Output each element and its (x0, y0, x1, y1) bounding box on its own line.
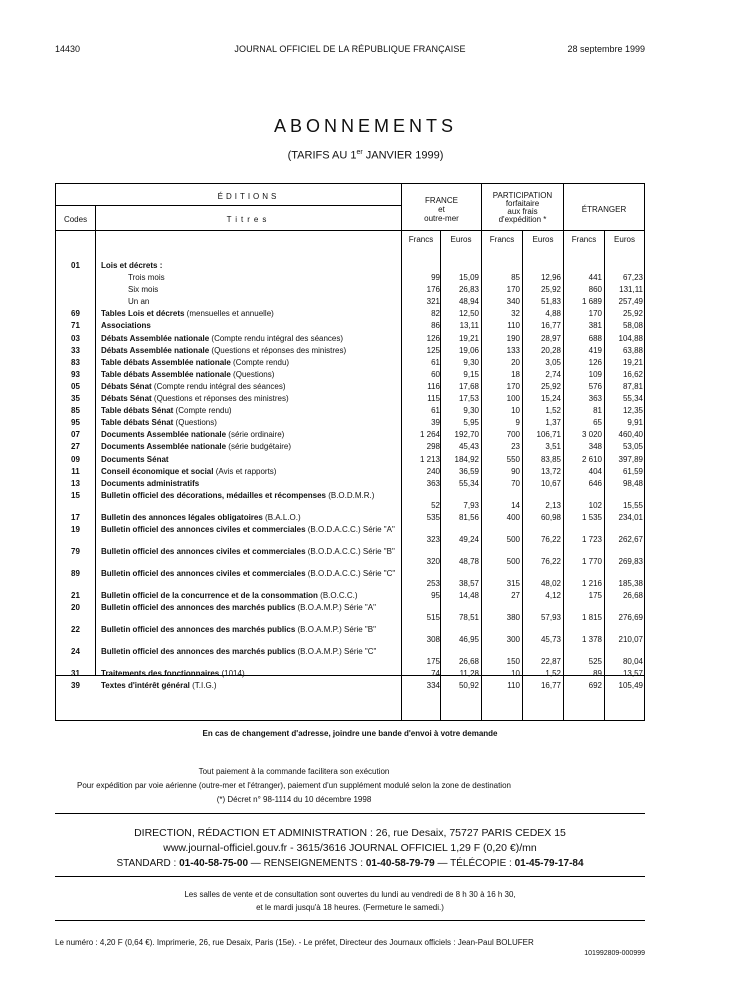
price-cell: 1 770 (581, 556, 602, 566)
imprint (55, 938, 645, 957)
table-row (56, 429, 644, 441)
edition-title: Traitements des fonctionnaires (1014) (101, 668, 245, 678)
edition-title: Bulletin des annonces légales obligatoires (B.A.L.O.) (101, 512, 301, 522)
price-cell: 80,04 (622, 656, 643, 666)
price-cell: 1 264 (419, 430, 440, 440)
edition-title: Bulletin officiel des annonces civiles et commerciales (B.O.D.A.C.C.) Série "A" (101, 524, 395, 534)
price-cell: 1 689 (581, 297, 602, 307)
direction-address: DIRECTION, RÉDACTION ET ADMINISTRATION : 26, rue Desaix, 75727 PARIS CEDEX 15 (134, 827, 566, 839)
edition-title: Table débats Sénat (Questions) (101, 418, 217, 428)
edition-code: 05 (71, 381, 80, 391)
edition-title: Trois mois (128, 273, 165, 283)
price-cell: 11,28 (459, 668, 479, 678)
table-row (56, 454, 644, 466)
table-row (56, 308, 644, 320)
price-cell: 253 (426, 578, 440, 588)
price-cell: 1 723 (581, 534, 602, 544)
price-cell: 1 815 (581, 612, 602, 622)
edition-code: 39 (71, 681, 80, 691)
edition-title: Documents Assemblée nationale (série budgétaire) (101, 442, 291, 452)
edition-code: 13 (71, 478, 80, 488)
editions-header: ÉDITIONS (217, 192, 280, 201)
edition-code: 35 (71, 394, 80, 404)
price-cell: 576 (588, 381, 602, 391)
price-cell: 89 (593, 668, 602, 678)
price-cell: 16,77 (540, 681, 561, 691)
edition-code: 27 (71, 442, 80, 452)
price-cell: 32 (511, 309, 520, 319)
price-cell: 17,53 (458, 394, 479, 404)
price-cell: 4,12 (545, 590, 561, 600)
table-row (56, 333, 644, 345)
edition-code: 09 (71, 454, 80, 464)
price-cell: 9,15 (463, 369, 479, 379)
price-cell: 10 (511, 668, 520, 678)
france-header: FRANCE et outre-mer (424, 196, 459, 223)
price-cell: 22,87 (540, 656, 561, 666)
price-cell: 2 610 (581, 454, 602, 464)
edition-code: 03 (71, 333, 80, 343)
table-row (56, 260, 644, 272)
edition-title: Table débats Sénat (Compte rendu) (101, 406, 232, 416)
price-cell: 1 378 (581, 634, 602, 644)
price-cell: 15,09 (458, 273, 479, 283)
price-cell: 55,34 (622, 394, 643, 404)
price-cell: 185,38 (618, 578, 643, 588)
price-cell: 26,83 (458, 285, 479, 295)
unit-france-euros: Euros (450, 235, 472, 244)
divider (55, 876, 645, 877)
price-cell: 150 (506, 656, 520, 666)
edition-title: Table débats Assemblée nationale (Questions) (101, 369, 275, 379)
price-cell: 49,24 (458, 534, 479, 544)
price-cell: 83,85 (540, 454, 561, 464)
price-cell: 10,67 (540, 478, 561, 488)
price-cell: 102 (588, 500, 602, 510)
price-cell: 14 (511, 500, 520, 510)
price-cell: 500 (506, 556, 520, 566)
price-cell: 381 (588, 321, 602, 331)
edition-code: 33 (71, 345, 80, 355)
price-cell: 99 (431, 273, 440, 283)
edition-code: 95 (71, 418, 80, 428)
price-cell: 26,68 (458, 656, 479, 666)
price-cell: 500 (506, 534, 520, 544)
price-cell: 234,01 (618, 512, 643, 522)
price-cell: 334 (426, 681, 440, 691)
reference-number: 101992809-000999 (584, 950, 645, 957)
price-cell: 126 (426, 333, 440, 343)
divider (55, 813, 645, 814)
price-cell: 9,30 (463, 357, 479, 367)
price-cell: 76,22 (540, 556, 561, 566)
edition-code: 79 (71, 546, 80, 556)
table-row (56, 680, 644, 692)
price-cell: 85 (511, 273, 520, 283)
price-cell: 98,48 (622, 478, 643, 488)
codes-header: Codes (63, 215, 88, 224)
price-cell: 550 (506, 454, 520, 464)
price-cell: 262,67 (618, 534, 643, 544)
price-cell: 60 (431, 369, 440, 379)
edition-title: Débats Sénat (Compte rendu intégral des séances) (101, 381, 286, 391)
price-cell: 276,69 (618, 612, 643, 622)
edition-code: 21 (71, 590, 80, 600)
price-cell: 692 (588, 681, 602, 691)
table-row (56, 284, 644, 296)
price-cell: 170 (506, 381, 520, 391)
price-cell: 363 (426, 478, 440, 488)
payment-note-2: Pour expédition par voie aérienne (outre-mer et l'étranger), paiement d'un supplément modulé selon la zone de destination (77, 781, 511, 790)
price-cell: 57,93 (540, 612, 561, 622)
opening-hours: Les salles de vente et de consultation sont ouvertes du lundi au vendredi de 8 h 30 à 16 h 30, et le mardi jusqu'à 18 heures. (Fermeture le samedi.) (184, 890, 516, 912)
table-row (56, 668, 644, 680)
price-cell: 81 (593, 406, 602, 416)
price-cell: 9 (515, 418, 520, 428)
price-cell: 170 (506, 285, 520, 295)
price-cell: 52 (431, 500, 440, 510)
edition-code: 71 (71, 321, 80, 331)
edition-title: Bulletin officiel de la concurrence et de la consommation (B.O.C.C.) (101, 590, 358, 600)
price-cell: 19,21 (622, 357, 643, 367)
unit-etranger-euros: Euros (614, 235, 635, 244)
price-cell: 419 (588, 345, 602, 355)
table-row (56, 296, 644, 308)
price-cell: 190 (506, 333, 520, 343)
price-cell: 441 (588, 273, 602, 283)
price-cell: 95 (431, 590, 440, 600)
table-row (56, 602, 644, 624)
price-cell: 67,23 (622, 273, 643, 283)
price-cell: 269,83 (618, 556, 643, 566)
price-cell: 9,30 (463, 406, 479, 416)
price-cell: 27 (511, 590, 520, 600)
price-cell: 51,83 (540, 297, 561, 307)
price-cell: 308 (426, 634, 440, 644)
price-cell: 70 (511, 478, 520, 488)
price-cell: 340 (506, 297, 520, 307)
price-cell: 19,06 (458, 345, 479, 355)
price-cell: 1 535 (581, 512, 602, 522)
price-cell: 2,13 (545, 500, 561, 510)
price-cell: 298 (426, 442, 440, 452)
price-cell: 1,37 (545, 418, 561, 428)
price-cell: 28,97 (540, 333, 561, 343)
price-cell: 46,95 (458, 634, 479, 644)
price-cell: 404 (588, 466, 602, 476)
price-cell: 50,92 (458, 681, 479, 691)
price-cell: 860 (588, 285, 602, 295)
edition-title: Bulletin officiel des annonces civiles et commerciales (B.O.D.A.C.C.) Série "B" (101, 546, 395, 556)
price-cell: 1,52 (545, 668, 561, 678)
price-cell: 20 (511, 357, 520, 367)
price-cell: 25,92 (622, 309, 643, 319)
price-cell: 86 (431, 321, 440, 331)
edition-title: Bulletin officiel des annonces des marchés publics (B.O.A.M.P.) Série "A" (101, 602, 376, 612)
price-cell: 63,88 (622, 345, 643, 355)
price-cell: 210,07 (618, 634, 643, 644)
price-cell: 1 213 (419, 454, 440, 464)
edition-title: Six mois (128, 285, 159, 295)
edition-title: Bulletin officiel des décorations, médailles et récompenses (B.O.D.M.R.) (101, 490, 375, 500)
edition-code: 31 (71, 668, 80, 678)
edition-title: Débats Sénat (Questions et réponses des ministres) (101, 394, 289, 404)
table-row (56, 624, 644, 646)
payment-note-1: Tout paiement à la commande facilitera son exécution (198, 767, 390, 776)
price-cell: 13,11 (459, 321, 479, 331)
price-cell: 535 (426, 512, 440, 522)
price-cell: 45,43 (458, 442, 479, 452)
price-cell: 81,56 (458, 512, 479, 522)
price-cell: 321 (426, 297, 440, 307)
table-row (56, 490, 644, 512)
page-title: ABONNEMENTS (273, 116, 458, 136)
price-cell: 13,57 (622, 668, 643, 678)
issue-date: 28 septembre 1999 (567, 44, 645, 54)
price-cell: 10 (511, 406, 520, 416)
price-cell: 16,62 (622, 369, 643, 379)
price-cell: 3,05 (545, 357, 561, 367)
edition-code: 69 (71, 309, 80, 319)
edition-code: 17 (71, 512, 80, 522)
price-cell: 74 (431, 668, 440, 678)
price-cell: 18 (511, 369, 520, 379)
price-cell: 106,71 (536, 430, 561, 440)
edition-title: Bulletin officiel des annonces civiles et commerciales (B.O.D.A.C.C.) Série "C" (101, 568, 396, 578)
price-cell: 175 (426, 656, 440, 666)
price-cell: 19,21 (458, 333, 479, 343)
price-cell: 14,48 (458, 590, 479, 600)
edition-code: 93 (71, 369, 80, 379)
table-row (56, 417, 644, 429)
price-cell: 25,92 (540, 285, 561, 295)
etranger-header: ÉTRANGER (581, 205, 627, 214)
subscription-table (55, 183, 645, 738)
price-cell: 176 (426, 285, 440, 295)
table-row (56, 441, 644, 453)
edition-title: Documents administratifs (101, 478, 200, 488)
price-cell: 23 (511, 442, 520, 452)
edition-title: Débats Assemblée nationale (Compte rendu intégral des séances) (101, 333, 344, 343)
table-row (56, 393, 644, 405)
participation-header: PARTICIPATION forfaitaire aux frais d'expédition * (492, 191, 553, 224)
price-cell: 82 (431, 309, 440, 319)
price-cell: 397,89 (618, 454, 643, 464)
edition-code: 19 (71, 524, 80, 534)
price-cell: 16,77 (540, 321, 561, 331)
price-cell: 110 (507, 321, 520, 331)
edition-code: 01 (71, 261, 80, 270)
website-line: www.journal-officiel.gouv.fr - 3615/3616 JOURNAL OFFICIEL 1,29 F (0,20 €)/mn (163, 842, 537, 854)
price-cell: 300 (506, 634, 520, 644)
edition-code: 11 (71, 466, 80, 476)
edition-title: Associations (101, 321, 151, 331)
edition-code: 22 (71, 624, 80, 634)
price-cell: 646 (588, 478, 602, 488)
price-cell: 4,88 (545, 309, 561, 319)
price-cell: 15,24 (540, 394, 561, 404)
price-cell: 48,02 (540, 578, 561, 588)
edition-title: Bulletin officiel des annonces des marchés publics (B.O.A.M.P.) Série "B" (101, 624, 376, 634)
price-cell: 61,59 (622, 466, 643, 476)
edition-title: Tables Lois et décrets (mensuelles et annuelle) (101, 309, 274, 319)
price-cell: 126 (588, 357, 602, 367)
edition-code: 20 (71, 602, 80, 612)
price-cell: 192,70 (454, 430, 479, 440)
table-row (56, 478, 644, 490)
price-cell: 323 (426, 534, 440, 544)
table-row (56, 357, 644, 369)
edition-title: Un an (128, 297, 150, 307)
price-cell: 26,68 (622, 590, 643, 600)
price-cell: 131,11 (619, 285, 643, 295)
price-cell: 5,95 (463, 418, 479, 428)
address-change-notice: En cas de changement d'adresse, joindre une bande d'envoi à votre demande (202, 729, 498, 738)
unit-france-francs: Francs (408, 235, 434, 244)
price-cell: 60,98 (540, 512, 561, 522)
price-cell: 39 (431, 418, 440, 428)
divider (55, 920, 645, 921)
table-row (56, 381, 644, 393)
edition-title: Bulletin officiel des annonces des marchés publics (B.O.A.M.P.) Série "C" (101, 646, 377, 656)
price-cell: 61 (431, 406, 440, 416)
unit-etranger-francs: Francs (571, 235, 597, 244)
price-cell: 115 (427, 394, 440, 404)
table-row (56, 369, 644, 381)
price-cell: 348 (588, 442, 602, 452)
price-cell: 45,73 (540, 634, 561, 644)
edition-code: 24 (71, 646, 80, 656)
price-cell: 116 (427, 381, 440, 391)
price-cell: 12,96 (540, 273, 561, 283)
table-row (56, 272, 644, 284)
price-cell: 315 (506, 578, 520, 588)
edition-code: 07 (71, 430, 80, 440)
table-body (56, 260, 644, 692)
phone-line: STANDARD : 01-40-58-75-00 — RENSEIGNEMENTS : 01-40-58-79-79 — TÉLÉCOPIE : 01-45-79-17-84 (116, 858, 584, 869)
price-cell: 3,51 (545, 442, 561, 452)
edition-title: Table débats Assemblée nationale (Compte rendu) (101, 357, 290, 367)
edition-code: 89 (71, 568, 80, 578)
table-row (56, 512, 644, 524)
price-cell: 125 (426, 345, 440, 355)
price-cell: 525 (588, 656, 602, 666)
imprint-line: Le numéro : 4,20 F (0,64 €). Imprimerie, 26, rue Desaix, Paris (15e). - Le préfet, Directeur des Journaux officiels : Jean-Paul BOLUFER (55, 938, 534, 947)
price-cell: 105,49 (618, 681, 643, 691)
edition-title: Débats Assemblée nationale (Questions et réponses des ministres) (101, 345, 347, 355)
price-cell: 110 (507, 681, 520, 691)
price-cell: 53,05 (622, 442, 643, 452)
price-cell: 17,68 (458, 381, 479, 391)
edition-title: Documents Sénat (101, 454, 169, 464)
price-cell: 363 (588, 394, 602, 404)
price-cell: 3 020 (581, 430, 602, 440)
price-cell: 25,92 (540, 381, 561, 391)
edition-code: 15 (71, 490, 80, 500)
edition-title: Lois et décrets : (101, 261, 163, 270)
price-cell: 15,55 (622, 500, 643, 510)
price-cell: 1 216 (581, 578, 602, 588)
page-number: 14430 (55, 44, 81, 54)
price-cell: 13,72 (540, 466, 561, 476)
table-row (56, 590, 644, 602)
price-cell: 460,40 (618, 430, 643, 440)
table-row (56, 320, 644, 332)
price-cell: 133 (506, 345, 520, 355)
price-cell: 61 (431, 357, 440, 367)
price-cell: 700 (506, 430, 520, 440)
table-row (56, 568, 644, 590)
price-cell: 104,88 (618, 333, 643, 343)
price-cell: 1,52 (545, 406, 561, 416)
unit-participation-euros: Euros (532, 235, 554, 244)
price-cell: 240 (426, 466, 440, 476)
price-cell: 400 (506, 512, 520, 522)
price-cell: 55,34 (458, 478, 479, 488)
table-row (56, 345, 644, 357)
price-cell: 2,74 (545, 369, 561, 379)
price-cell: 20,28 (540, 345, 561, 355)
price-cell: 12,50 (458, 309, 479, 319)
price-cell: 688 (588, 333, 602, 343)
price-cell: 65 (593, 418, 602, 428)
edition-title: Conseil économique et social (Avis et rapports) (101, 466, 277, 476)
price-cell: 9,91 (627, 418, 643, 428)
price-cell: 78,51 (458, 612, 479, 622)
price-cell: 175 (588, 590, 602, 600)
price-cell: 515 (426, 612, 440, 622)
price-cell: 76,22 (540, 534, 561, 544)
price-cell: 48,78 (458, 556, 479, 566)
edition-code: 85 (71, 406, 80, 416)
table-row (56, 546, 644, 568)
price-cell: 90 (511, 466, 520, 476)
price-cell: 380 (506, 612, 520, 622)
titles-header: Titres (226, 215, 271, 224)
price-cell: 257,49 (618, 297, 643, 307)
price-cell: 109 (588, 369, 602, 379)
page-subtitle: (TARIFS AU 1er JANVIER 1999) (287, 149, 444, 162)
price-cell: 48,94 (458, 297, 479, 307)
price-cell: 320 (426, 556, 440, 566)
price-cell: 36,59 (458, 466, 479, 476)
journal-title: JOURNAL OFFICIEL DE LA RÉPUBLIQUE FRANÇAISE (234, 44, 466, 54)
table-row (56, 646, 644, 668)
price-cell: 170 (588, 309, 602, 319)
price-cell: 12,35 (622, 406, 643, 416)
price-cell: 7,93 (463, 500, 479, 510)
edition-title: Textes d'intérêt général (T.I.G.) (101, 681, 217, 691)
price-cell: 184,92 (454, 454, 479, 464)
edition-code: 83 (71, 357, 80, 367)
decree-note: (*) Décret n° 98-1114 du 10 décembre 1998 (216, 795, 372, 804)
price-cell: 38,57 (458, 578, 479, 588)
price-cell: 58,08 (622, 321, 643, 331)
edition-title: Documents Assemblée nationale (série ordinaire) (101, 430, 285, 440)
page-header (55, 44, 645, 58)
table-row (56, 524, 644, 546)
price-cell: 87,81 (622, 381, 643, 391)
price-cell: 100 (506, 394, 520, 404)
table-row (56, 466, 644, 478)
table-row (56, 405, 644, 417)
unit-participation-francs: Francs (489, 235, 515, 244)
